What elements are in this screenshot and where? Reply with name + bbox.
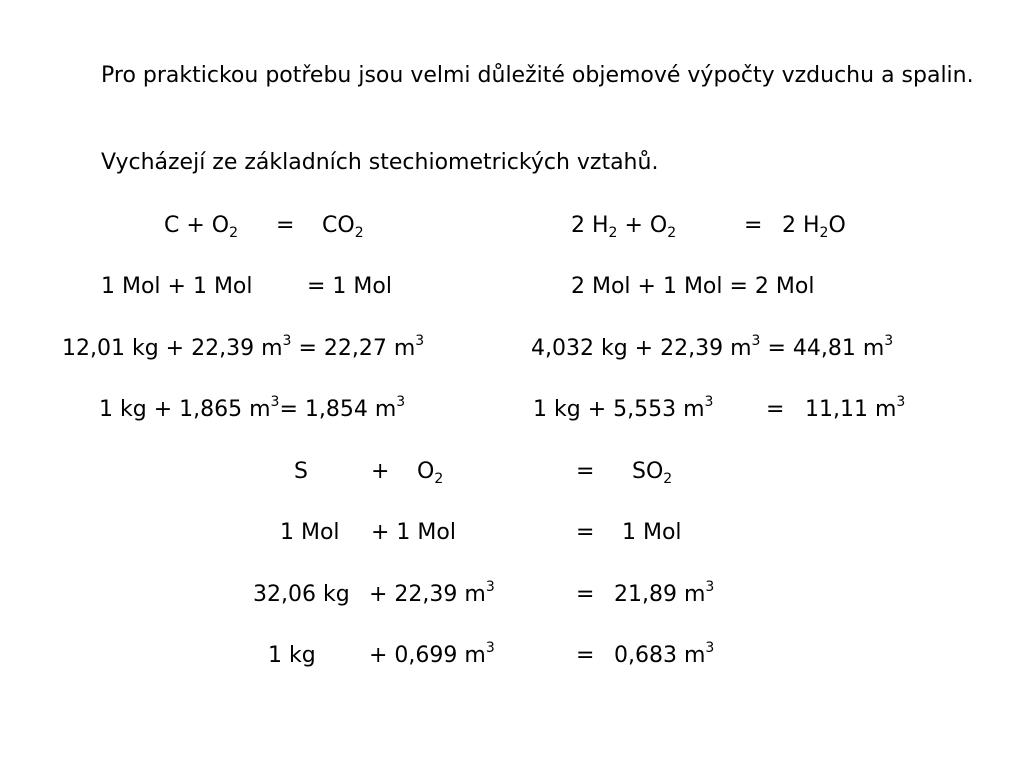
h2-subscript: 2 (608, 225, 618, 241)
sulfur-mol-b: + 1 Mol (371, 520, 456, 545)
carbon-reaction-equals: = (276, 213, 295, 238)
hydrogen-reaction-lhs (571, 213, 676, 239)
o2-subscript: 2 (434, 471, 444, 487)
sulfur-s: S (294, 459, 308, 484)
co2-text: CO (322, 213, 355, 238)
sulfur-so2 (632, 459, 672, 485)
sulfur-o2 (417, 459, 443, 485)
sulfur-mass-c (614, 579, 715, 608)
carbon-per-kg (99, 394, 406, 423)
hydrogen-reaction-equals: = (744, 213, 763, 238)
sulfur-mol-c: 1 Mol (622, 520, 682, 545)
sulfur-mass-c-text: 21,89 m (614, 582, 706, 607)
h2o-text: 2 H (782, 213, 820, 238)
exponent: 3 (396, 394, 406, 410)
intro-paragraph: Pro praktickou potřebu jsou velmi důležité objemové výpočty vzduchu a spalin. (101, 63, 974, 88)
sulfur-per-kg-equals: = (576, 643, 595, 668)
exponent: 3 (896, 394, 906, 410)
carbon-reaction-text: C + O (164, 213, 230, 238)
sulfur-mol-equals: = (576, 520, 595, 545)
exponent: 3 (704, 394, 714, 410)
sulfur-per-kg-b (369, 640, 495, 669)
hydrogen-per-kg-equals: = (766, 397, 785, 422)
carbon-per-kg-rhs: = 1,854 m (279, 397, 397, 422)
carbon-per-kg-lhs: 1 kg + 1,865 m (99, 397, 271, 422)
hydrogen-per-kg-lhs (533, 394, 714, 423)
o2-subscript: 2 (229, 225, 239, 241)
sulfur-per-kg-c-text: 0,683 m (614, 643, 706, 668)
exponent: 3 (415, 333, 425, 349)
h2o-o-text: O (828, 213, 846, 238)
h2o-subscript: 2 (819, 225, 829, 241)
sulfur-plus: + (371, 459, 390, 484)
carbon-mass (62, 333, 425, 362)
carbon-mass-lhs: 12,01 kg + 22,39 m (62, 336, 283, 361)
exponent: 3 (485, 640, 495, 656)
sulfur-mass-equals: = (576, 582, 595, 607)
exponent: 3 (705, 579, 715, 595)
sulfur-mass-b-text: + 22,39 m (369, 582, 486, 607)
hydrogen-per-kg-lhs-text: 1 kg + 5,553 m (533, 397, 705, 422)
co2-subscript: 2 (354, 225, 364, 241)
hydrogen-mass (531, 333, 894, 362)
sulfur-o-text: O (417, 459, 435, 484)
so2-subscript: 2 (663, 471, 673, 487)
exponent: 3 (485, 579, 495, 595)
o2-text: + O (624, 213, 668, 238)
carbon-mol-lhs: 1 Mol + 1 Mol (101, 274, 253, 299)
carbon-mol-rhs: = 1 Mol (307, 274, 392, 299)
hydrogen-per-kg-rhs (805, 394, 906, 423)
sulfur-mass-b (369, 579, 495, 608)
hydrogen-per-kg-rhs-text: 11,11 m (805, 397, 897, 422)
sulfur-per-kg-c (614, 640, 715, 669)
sulfur-equals: = (576, 459, 595, 484)
hydrogen-reaction-rhs (782, 213, 846, 239)
exponent: 3 (270, 394, 280, 410)
exponent: 3 (282, 333, 292, 349)
hydrogen-mass-rhs: = 44,81 m (767, 336, 885, 361)
o2-subscript: 2 (667, 225, 677, 241)
sulfur-mass-a: 32,06 kg (253, 582, 350, 607)
carbon-mass-rhs: = 22,27 m (298, 336, 416, 361)
sulfur-mol-a: 1 Mol (280, 520, 340, 545)
sub-intro-paragraph: Vycházejí ze základních stechiometrických vztahů. (101, 150, 659, 175)
h2-text: 2 H (571, 213, 609, 238)
carbon-reaction-lhs (164, 213, 238, 239)
hydrogen-mol: 2 Mol + 1 Mol = 2 Mol (571, 274, 815, 299)
carbon-reaction-rhs (322, 213, 364, 239)
exponent: 3 (705, 640, 715, 656)
exponent: 3 (751, 333, 761, 349)
so2-text: SO (632, 459, 664, 484)
sulfur-per-kg-b-text: + 0,699 m (369, 643, 486, 668)
exponent: 3 (884, 333, 894, 349)
sulfur-per-kg-a: 1 kg (268, 643, 316, 668)
hydrogen-mass-lhs: 4,032 kg + 22,39 m (531, 336, 752, 361)
